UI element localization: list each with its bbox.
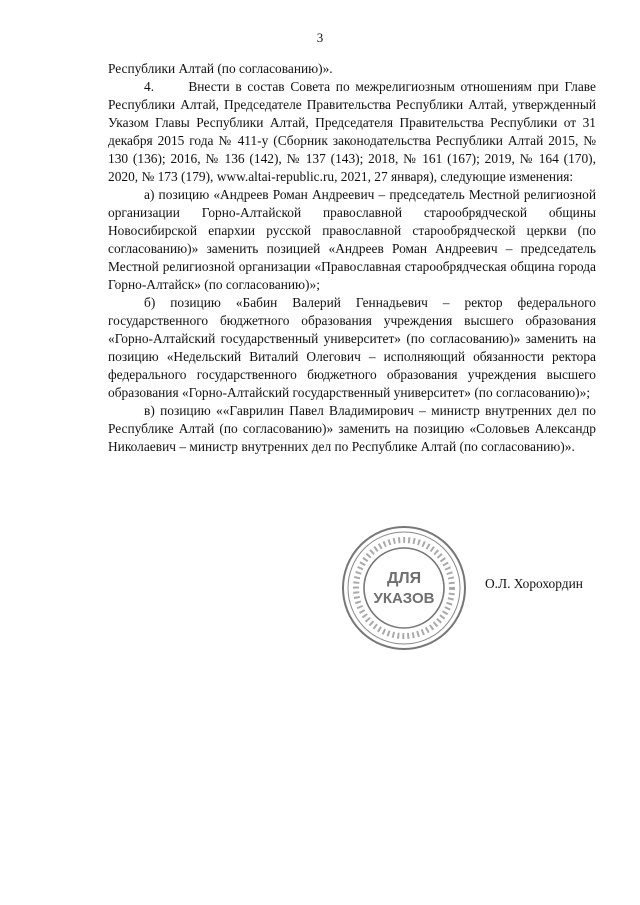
signatory-name: О.Л. Хорохордин [485,576,583,591]
document-body [108,60,596,456]
paragraph-subitem-b: б) позицию «Бабин Валерий Геннадьевич – ректор федерального государственного бюджетного образования учреждения высшего образования «Горно-Алтайский государственный университет» (по согласованию)» заменить на позицию «Недельский Виталий Олегович – исполняющий обязанности ректора федерального государственного бюджетного образования учреждения высшего образования «Горно-Алтайский государственный университет» (по согласованию)»; [108,295,596,400]
svg-text:УКАЗОВ: УКАЗОВ [373,590,435,607]
paragraph-subitem-v: в) позицию ««Гаврилин Павел Владимирович – министр внутренних дел по Республике Алтай (по согласованию)» заменить на позицию «Соловьев Александр Николаевич – министр внутренних дел по Республике Алтай (по согласованию)». [108,403,596,454]
signature-block [0,520,640,660]
paragraph-continuation: Республики Алтай (по согласованию)». [108,61,333,76]
svg-text:ДЛЯ: ДЛЯ [386,570,422,587]
paragraph-subitem-a: а) позицию «Андреев Роман Андреевич – председатель Местной религиозной организации Горно-Алтайской православной старообрядческой общины Новосибирской епархии русской православной старообрядческой церкви (по согласованию)» заменить позицией «Андреев Роман Андреевич – председатель Местной религиозной организации «Православная старообрядческая община города Горно-Алтайск» (по согласованию)»; [108,187,596,292]
page-number: 3 [316,30,324,45]
paragraph-item-4: 4. Внести в состав Совета по межрелигиозным отношениям при Главе Республики Алтай, Председателе Правительства Республики Алтай, утвержденный Указом Главы Республики Алтай, Председателя Правительства Республики от 31 декабря 2015 года № 411-у (Сборник законодательства Республики Алтай 2015, № 130 (136); 2016, № 136 (142), № 137 (143); 2018, № 161 (167); 2019, № 164 (170), 2020, № 173 (179), www.altai-republic.ru, 2021, 27 января), следующие изменения: [108,79,596,184]
official-seal-stamp [340,524,468,652]
